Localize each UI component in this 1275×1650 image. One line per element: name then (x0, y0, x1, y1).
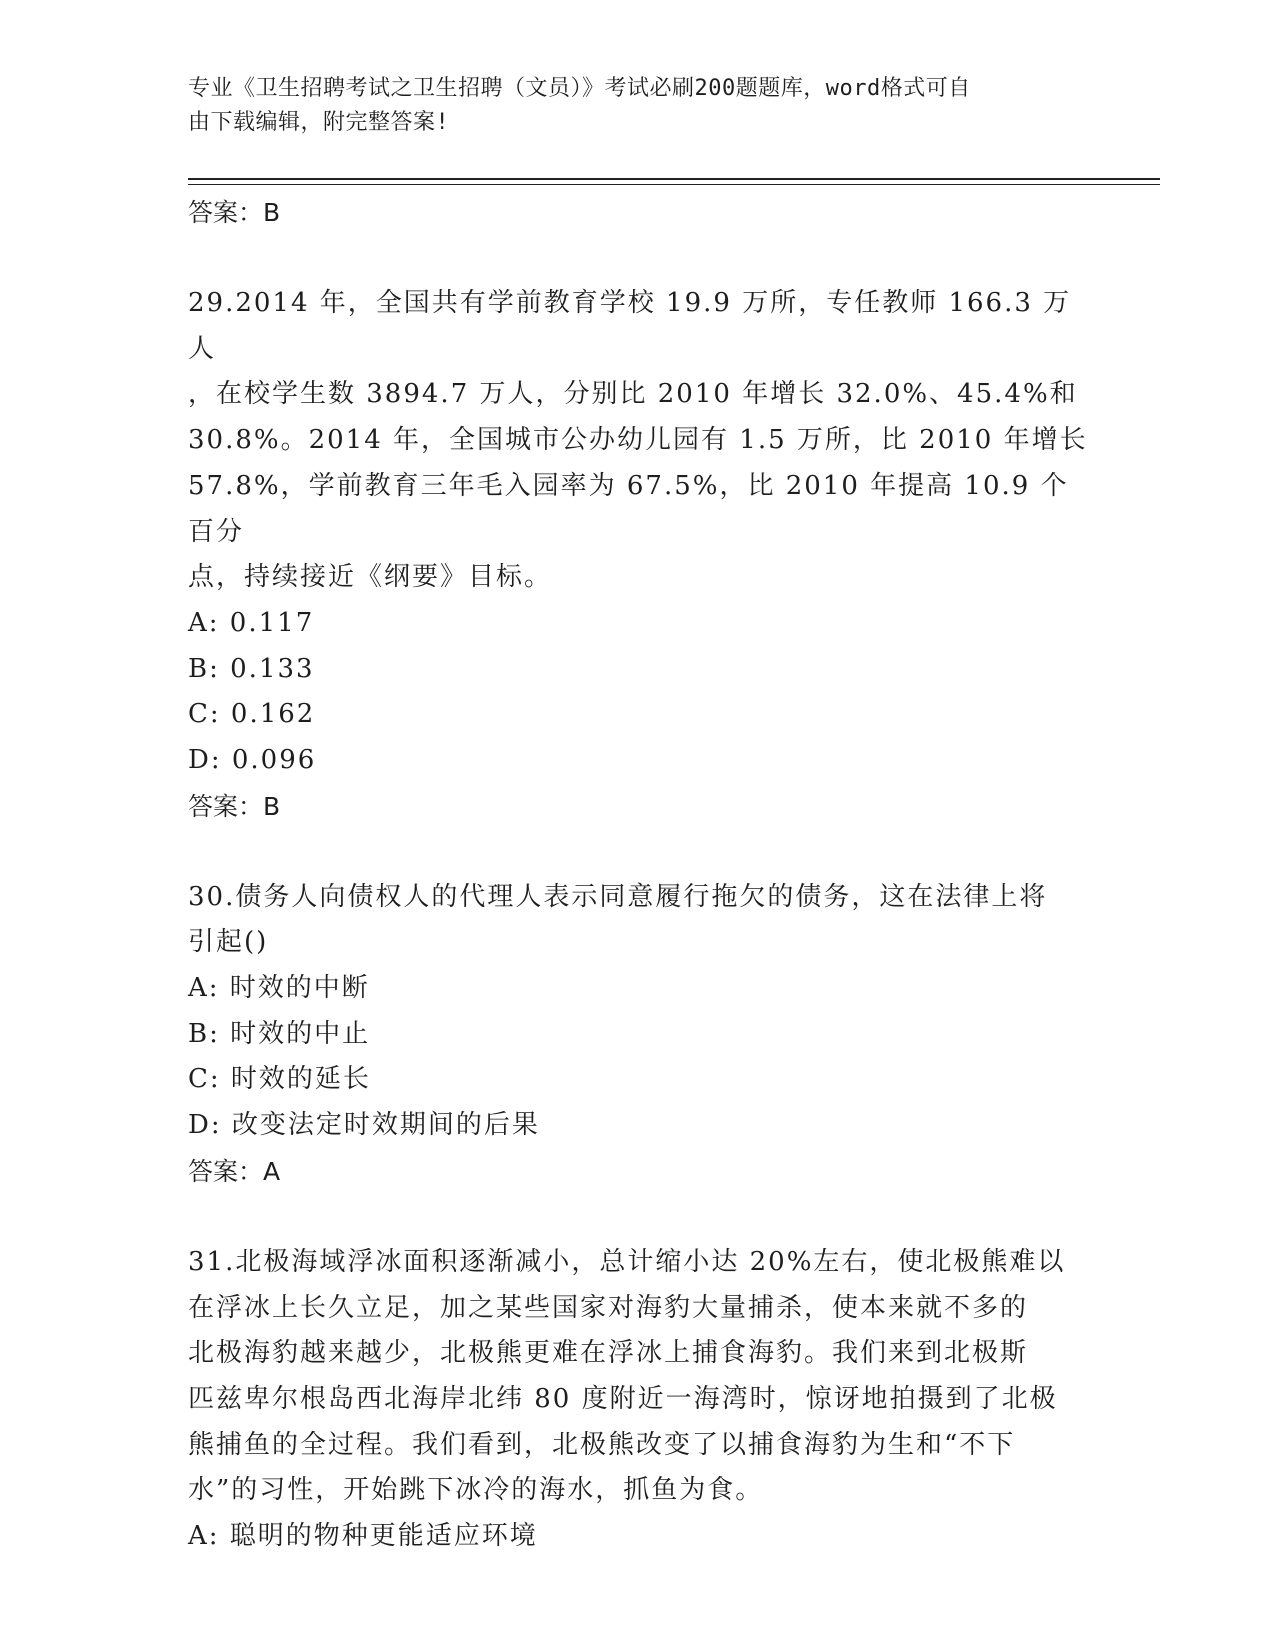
header-title-line-1: 专业《卫生招聘考试之卫生招聘（文员）》考试必刷200题题库，word格式可自 (188, 76, 971, 101)
previous-answer: 答案：B (188, 198, 281, 227)
document-header (188, 72, 1068, 140)
option-c: C: 时效的延长 (188, 1064, 371, 1095)
header-divider-thin (188, 184, 1160, 185)
question-stem-line: 30.8%。2014 年，全国城市公办幼儿园有 1.5 万所，比 2010 年增长 (188, 425, 1088, 456)
question-stem-line: 30.债务人向债权人的代理人表示同意履行拖欠的债务，这在法律上将 (188, 881, 1048, 912)
option-a: A: 时效的中断 (188, 973, 370, 1004)
question-30 (188, 875, 1088, 1195)
question-stem-line: 点，持续接近《纲要》目标。 (188, 562, 553, 593)
question-stem-line: 北极海豹越来越少，北极熊更难在浮冰上捕食海豹。我们来到北极斯 (188, 1338, 1029, 1369)
answer: 答案：A (188, 1156, 281, 1186)
answer: 答案：B (188, 791, 281, 821)
question-stem-line: 匹兹卑尔根岛西北海岸北纬 80 度附近一海湾时，惊讶地拍摄到了北极 (188, 1383, 1058, 1414)
option-b: B: 时效的中止 (188, 1018, 371, 1049)
question-stem-line: 熊捕鱼的全过程。我们看到，北极熊改变了以捕食海豹为生和“不下 (188, 1429, 1016, 1460)
option-b: B: 0.133 (188, 653, 315, 684)
question-content (188, 190, 1088, 1560)
question-stem-line: 引起() (188, 927, 269, 958)
spacer (188, 236, 1088, 281)
option-c: C: 0.162 (188, 699, 316, 730)
question-31 (188, 1240, 1088, 1560)
header-divider-thick (188, 178, 1160, 180)
question-stem-line: ，在校学生数 3894.7 万人，分别比 2010 年增长 32.0%、45.4%和 (188, 379, 1078, 410)
header-title-line-2: 由下载编辑，附完整答案! (188, 110, 450, 135)
option-d: D: 改变法定时效期间的后果 (188, 1110, 540, 1141)
question-stem-line: 57.8%，学前教育三年毛入园率为 67.5%，比 2010 年提高 10.9 个百分 (188, 470, 1069, 547)
question-stem-line: 29.2014 年，全国共有学前教育学校 19.9 万所，专任教师 166.3 万人 (188, 288, 1072, 364)
spacer (188, 1195, 1088, 1240)
option-a: A: 聪明的物种更能适应环境 (188, 1521, 538, 1552)
option-d: D: 0.096 (188, 744, 317, 775)
spacer (188, 830, 1088, 875)
question-stem-line: 31.北极海域浮冰面积逐渐减小，总计缩小达 20%左右，使北极熊难以 (188, 1246, 1066, 1277)
option-a: A: 0.117 (188, 607, 315, 638)
question-29 (188, 281, 1088, 830)
question-stem-line: 在浮冰上长久立足，加之某些国家对海豹大量捕杀，使本来就不多的 (188, 1292, 1029, 1323)
question-stem-line: 水”的习性，开始跳下冰冷的海水，抓鱼为食。 (188, 1475, 764, 1506)
